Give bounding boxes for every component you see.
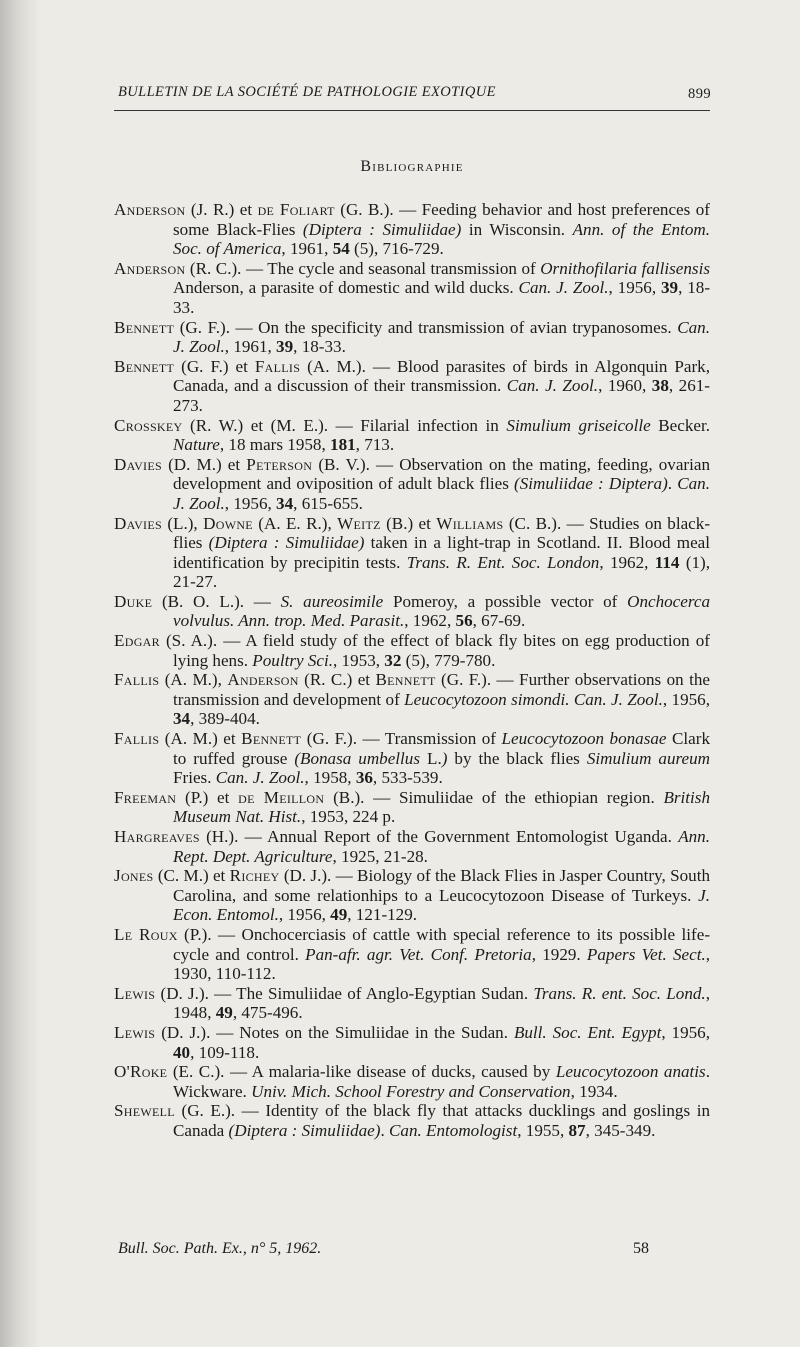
reference-entry: Hargreaves (H.). — Annual Report of the Government Entomologist Uganda. Ann. Rept. Dept. Agriculture, 1925, 21-28. xyxy=(114,827,710,866)
reference-entry: Davies (D. M.) et Peterson (B. V.). — Observation on the mating, feeding, ovarian development and oviposition of adult black flies (Simuliidae : Diptera). Can. J. Zool., 1956, 34, 615-655. xyxy=(114,454,710,513)
reference-entry: Bennett (G. F.) et Fallis (A. M.). — Blood parasites of birds in Algonquin Park, Canada, and a discussion of their transmission. Can. J. Zool., 1960, 38, 261-273. xyxy=(114,356,710,415)
bibliography-list xyxy=(114,200,710,1141)
reference-entry: Davies (L.), Downe (A. E. R.), Weitz (B.) et Williams (C. B.). — Studies on black-flies (Diptera : Simuliidae) taken in a light-trap in Scotland. II. Blood meal identification by precipitin tests. Trans. R. Ent. Soc. London, 1962, 114 (1), 21-27. xyxy=(114,513,711,592)
footer-citation: Bull. Soc. Path. Ex., n° 5, 1962. xyxy=(118,1240,322,1257)
book-spine-shadow xyxy=(0,0,40,1347)
section-title: Bibliographie xyxy=(360,158,464,175)
reference-entry: Anderson (R. C.). — The cycle and seasonal transmission of Ornithofilaria fallisensis Anderson, a parasite of domestic and wild ducks. Can. J. Zool., 1956, 39, 18-33. xyxy=(114,258,711,317)
reference-entry: Jones (C. M.) et Richey (D. J.). — Biology of the Black Flies in Jasper Country, South Carolina, and some relationhips to a Leucocytozoon Disease of Turkeys. J. Econ. Entomol., 1956, 49, 121-129. xyxy=(114,866,710,925)
reference-entry: Crosskey (R. W.) et (M. E.). — Filarial infection in Simulium griseicolle Becker. Nature, 18 mars 1958, 181, 713. xyxy=(114,415,710,455)
reference-entry: Fallis (A. M.), Anderson (R. C.) et Bennett (G. F.). — Further observations on the transmission and development of Leucocytozoon simondi. Can. J. Zool., 1956, 34, 389-404. xyxy=(114,670,710,729)
reference-entry: Bennett (G. F.). — On the specificity and transmission of avian trypanosomes. Can. J. Zool., 1961, 39, 18-33. xyxy=(114,317,710,357)
reference-entry: Duke (B. O. L.). — S. aureosimile Pomeroy, a possible vector of Onchocerca volvulus. Ann. trop. Med. Parasit., 1962, 56, 67-69. xyxy=(114,591,710,631)
signature-mark: 58 xyxy=(633,1240,649,1257)
reference-entry: Anderson (J. R.) et de Foliart (G. B.). — Feeding behavior and host preferences of some Black-Flies (Diptera : Simuliidae) in Wisconsin. Ann. of the Entom. Soc. of America, 1961, 54 (5), 716-729. xyxy=(114,200,711,259)
reference-entry: Lewis (D. J.). — The Simuliidae of Anglo-Egyptian Sudan. Trans. R. ent. Soc. Lond., 1948, 49, 475-496. xyxy=(114,983,710,1023)
reference-entry: Lewis (D. J.). — Notes on the Simuliidae in the Sudan. Bull. Soc. Ent. Egypt, 1956, 40, 109-118. xyxy=(114,1022,710,1062)
document-page xyxy=(114,0,710,1347)
reference-entry: Edgar (S. A.). — A field study of the effect of black fly bites on egg production of lying hens. Poultry Sci., 1953, 32 (5), 779-780. xyxy=(114,631,710,670)
reference-entry: O'Roke (E. C.). — A malaria-like disease of ducks, caused by Leucocytozoon anatis. Wickware. Univ. Mich. School Forestry and Conservation, 1934. xyxy=(114,1062,710,1101)
page-number: 899 xyxy=(688,86,711,102)
reference-entry: Shewell (G. E.). — Identity of the black fly that attacks ducklings and goslings in Canada (Diptera : Simuliidae). Can. Entomologist, 1955, 87, 345-349. xyxy=(114,1101,710,1140)
journal-title: BULLETIN DE LA SOCIÉTÉ DE PATHOLOGIE EXOTIQUE xyxy=(118,84,496,100)
reference-entry: Freeman (P.) et de Meillon (B.). — Simuliidae of the ethiopian region. British Museum Nat. Hist., 1953, 224 p. xyxy=(114,787,710,827)
reference-entry: Fallis (A. M.) et Bennett (G. F.). — Transmission of Leucocytozoon bonasae Clark to ruffed grouse (Bonasa umbellus L.) by the black flies Simulium aureum Fries. Can. J. Zool., 1958, 36, 533-539. xyxy=(114,729,711,788)
reference-entry: Le Roux (P.). — Onchocerciasis of cattle with special reference to its possible life-cycle and control. Pan-afr. agr. Vet. Conf. Pretoria, 1929. Papers Vet. Sect., 1930, 110-112. xyxy=(114,924,711,984)
header-rule xyxy=(114,110,710,111)
